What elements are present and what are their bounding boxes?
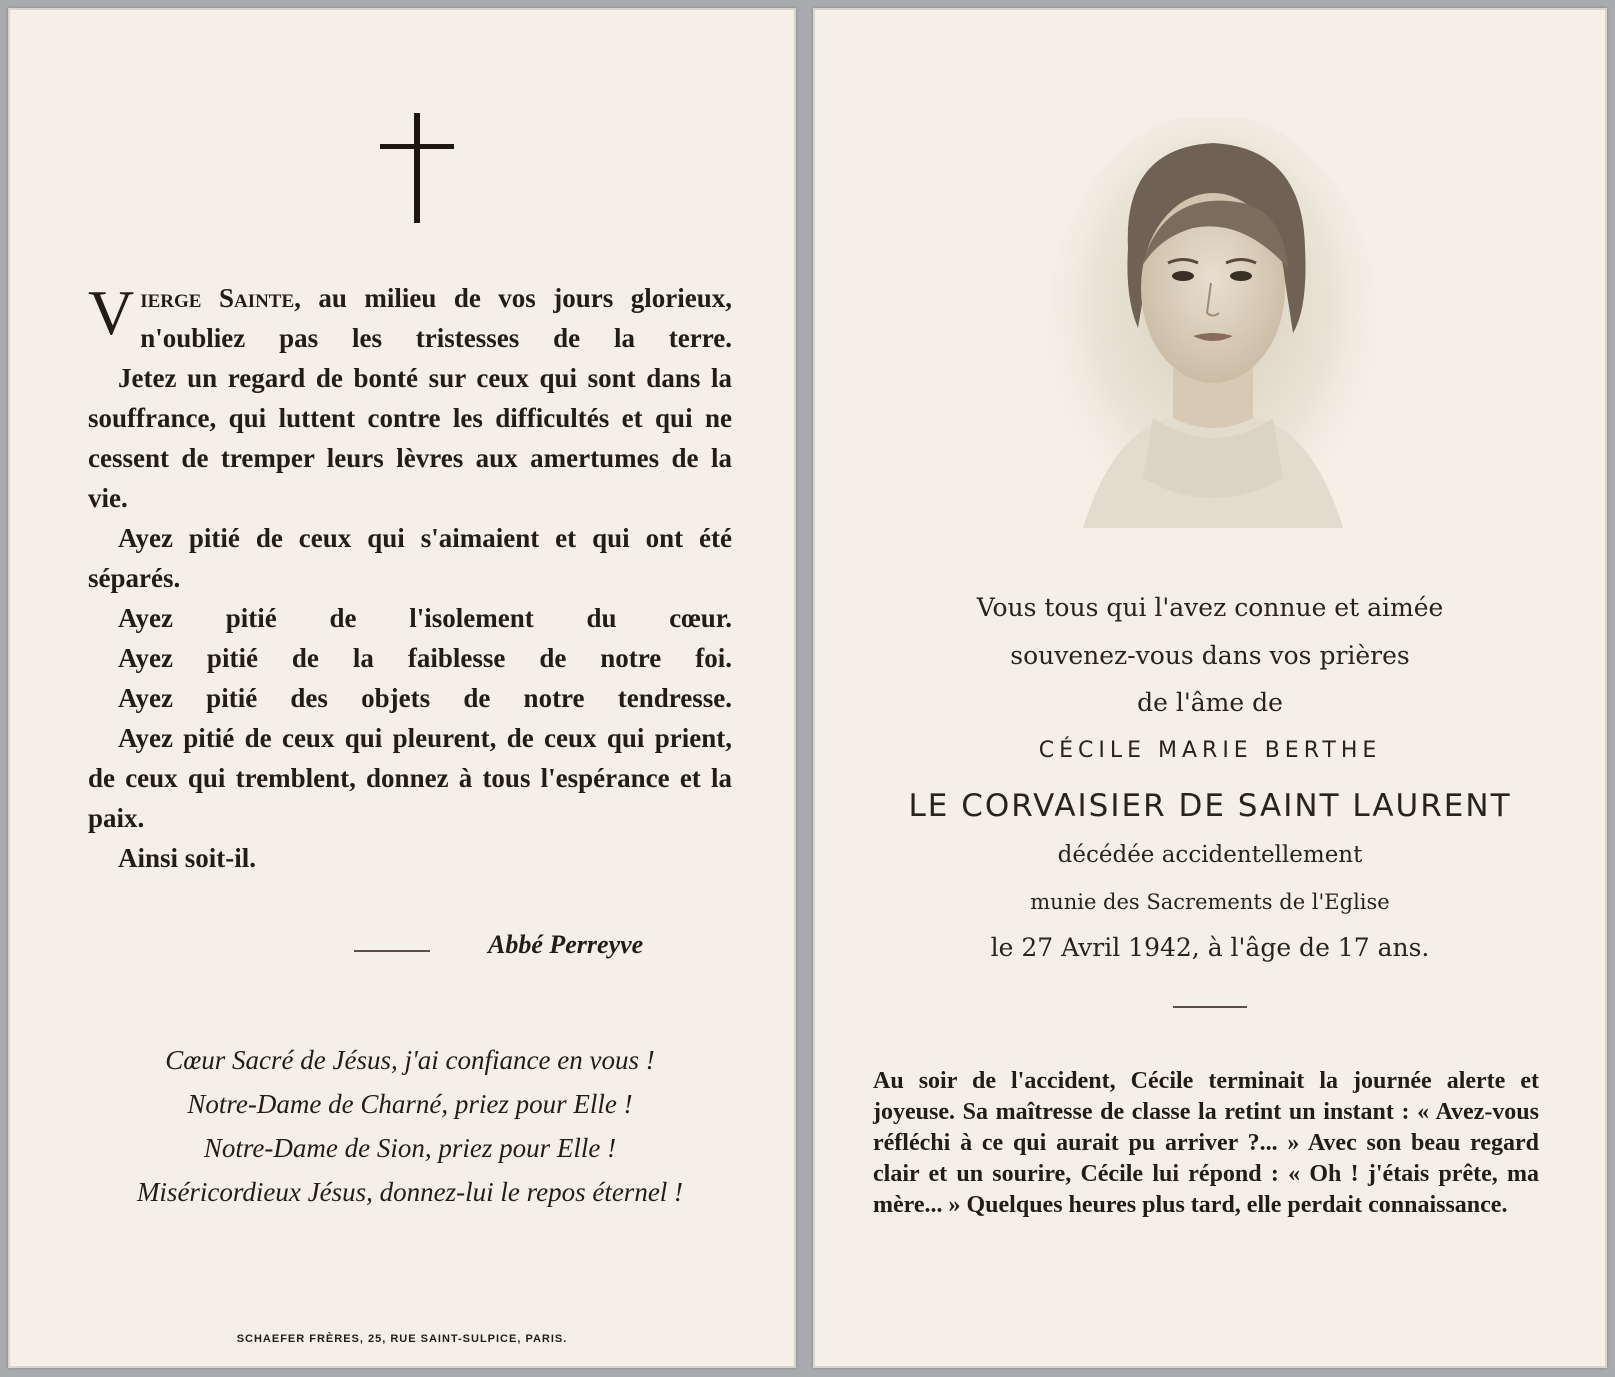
memorial-line: Vous tous qui l'avez connue et aimée (976, 593, 1444, 622)
story-text: Au soir de l'accident, Cécile terminait la journée alerte et joyeuse. Sa maîtresse de classe la retint un instant : « Avez-vous réfléchi à ce qui aurait pu arriver ?... » Avec son beau regard clair et un sourire, Cécile lui répond : « Oh ! j'étais prête, ma mère... » Quelques heures plus tard, elle perdait connaissance. (873, 1068, 1539, 1218)
prayer-paragraph: Ayez pitié de ceux qui pleurent, de ceux qui prient, de ceux qui tremblent, donnez à tous l'espérance et la paix. (88, 723, 732, 833)
memorial-line: munie des Sacrements de l'Eglise (1030, 890, 1390, 914)
prayer-paragraph: Ayez pitié de l'isolement du cœur. (118, 603, 732, 633)
memorial-line: de l'âme de (1137, 688, 1283, 717)
memorial-line: souvenez-vous dans vos prières (1010, 641, 1410, 670)
prayer-amen: Ainsi soit-il. (118, 843, 257, 873)
right-card (813, 8, 1607, 1368)
prayer-author: Abbé Perreyve (488, 930, 644, 959)
prayer-paragraph: Ayez pitié des objets de notre tendresse. (118, 683, 732, 713)
surname: LE CORVAISIER DE SAINT LAURENT (908, 788, 1512, 824)
printer-credit: SCHAEFER FRÈRES, 25, RUE SAINT-SULPICE, PARIS. (236, 1333, 568, 1345)
divider (1173, 1006, 1247, 1008)
prayer-paragraph: Ayez pitié de la faiblesse de notre foi. (118, 643, 732, 673)
invocation-line: Notre-Dame de Charné, priez pour Elle ! (187, 1089, 633, 1119)
invocation-line: Notre-Dame de Sion, priez pour Elle ! (203, 1133, 617, 1163)
prayer-paragraph: Jetez un regard de bonté sur ceux qui sont dans la souffrance, qui luttent contre les difficultés et qui ne cessent de tremper leurs lèvres aux amertumes de la vie. (88, 363, 732, 513)
memorial-line: décédée accidentellement (1057, 842, 1363, 868)
prayer-text (88, 278, 732, 878)
invocations (78, 1038, 742, 1214)
portrait-photo (1043, 118, 1383, 558)
invocation-line: Miséricordieux Jésus, donnez-lui le repos éternel ! (136, 1177, 684, 1207)
given-names: CÉCILE MARIE BERTHE (1038, 738, 1382, 763)
cross-icon (380, 113, 454, 223)
drop-cap: V (88, 277, 135, 348)
prayer-opening: Vierge Sainte, au milieu de vos jours glorieux, n'oubliez pas les tristesses de la terre. (88, 277, 732, 353)
invocation-line: Cœur Sacré de Jésus, j'ai confiance en vous ! (165, 1045, 655, 1075)
left-card (8, 8, 796, 1368)
divider (354, 950, 430, 952)
prayer-paragraph: Ayez pitié de ceux qui s'aimaient et qui ont été séparés. (88, 523, 732, 593)
death-date: le 27 Avril 1942, à l'âge de 17 ans. (990, 933, 1430, 962)
